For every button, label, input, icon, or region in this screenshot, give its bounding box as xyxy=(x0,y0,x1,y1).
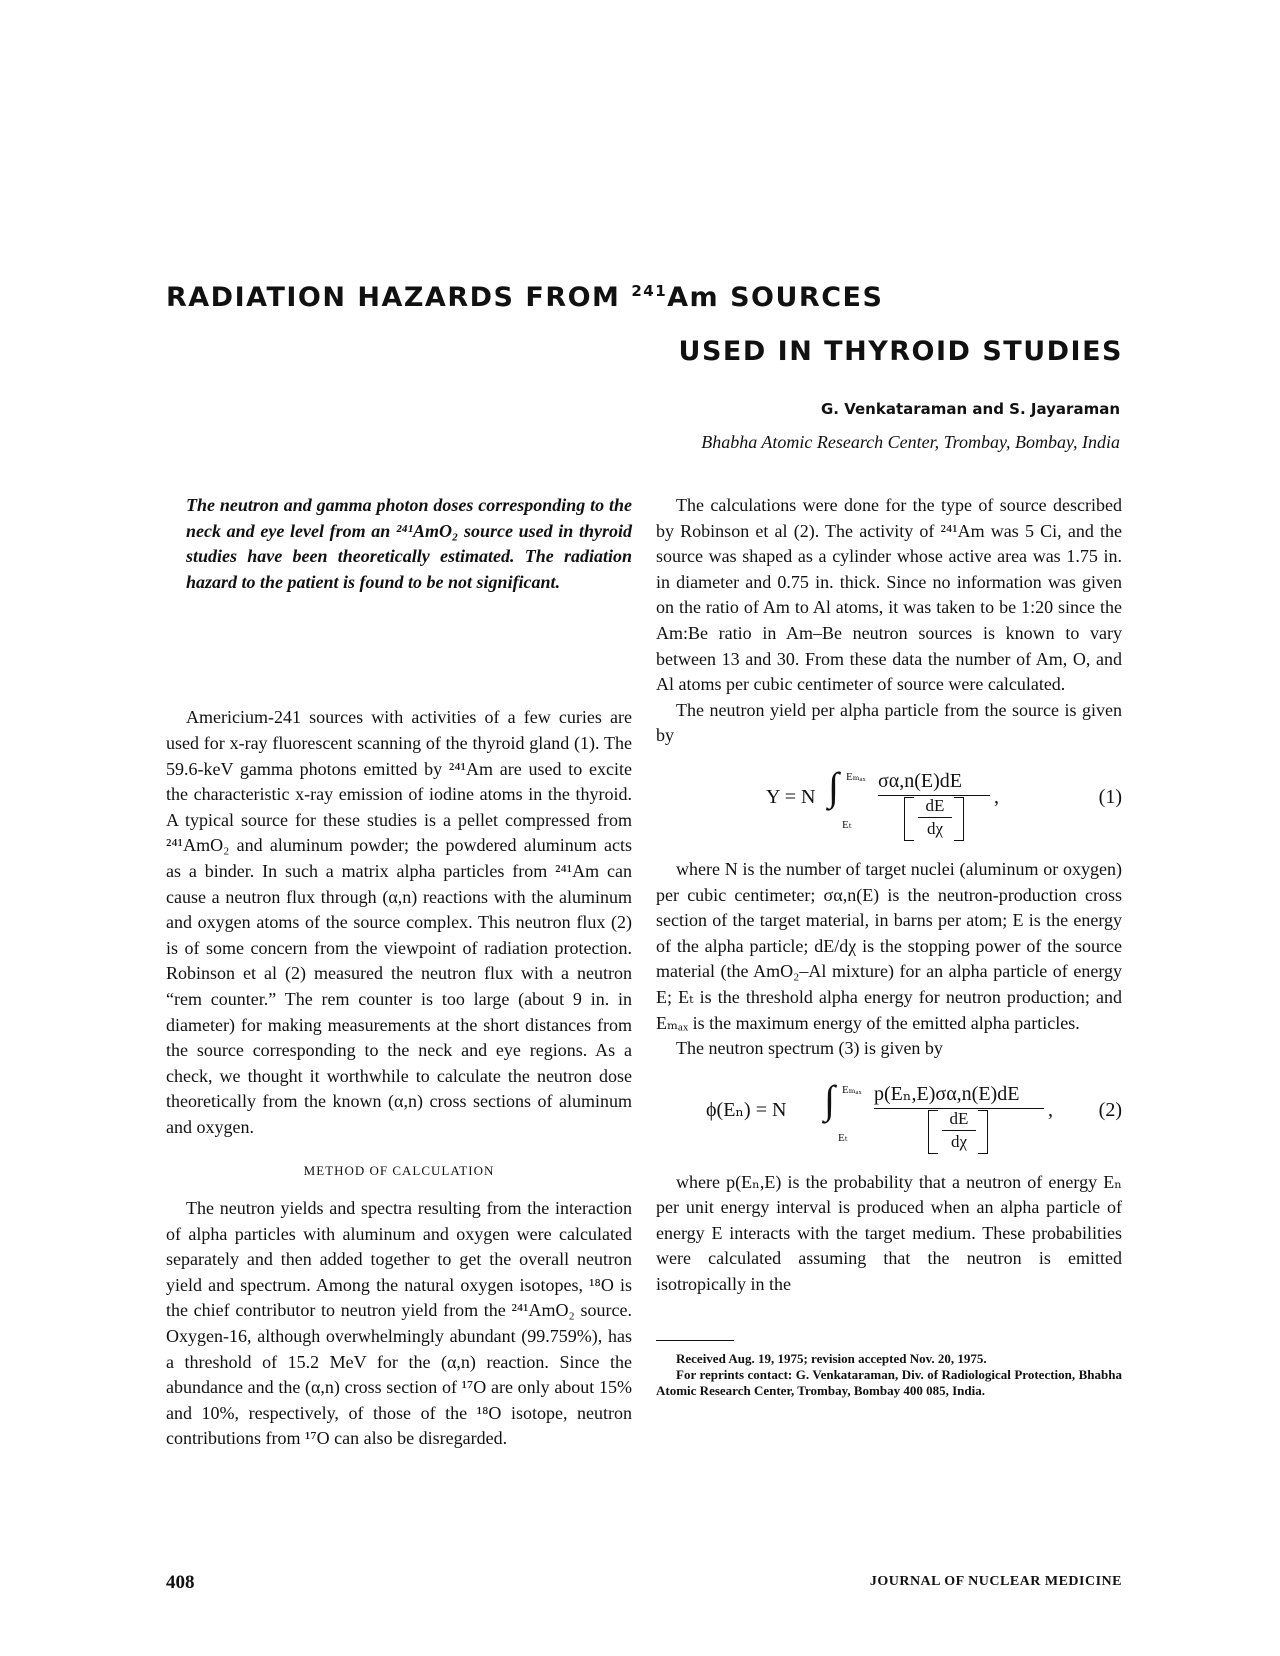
footnote-rule xyxy=(656,1340,734,1341)
method-paragraph: The neutron yields and spectra resulting from the interaction of alpha particles with aluminum and oxygen were calculated separately and then added together to get the overall neutron yield and spectrum. Among the natural oxygen isotopes, ¹⁸O is the chief contributor to neutron yield from the ²⁴¹AmO₂ source. Oxygen-16, although overwhelmingly abundant (99.759%), has a threshold of 15.2 MeV for the (α,n) reaction. Since the abundance and the (α,n) cross section of ¹⁷O are only about 15% and 10%, respectively, of those of the ¹⁸O isotope, neutron contributions from ¹⁷O can also be disregarded. xyxy=(166,1198,632,1449)
eq1-lhs: Y = N xyxy=(766,785,816,808)
footnote-reprints: For reprints contact: G. Venkataraman, Div. of Radiological Protection, Bhabha Atomic Research Center, Trombay, Bombay 400 085, India. xyxy=(656,1366,1122,1398)
eq1-lower-limit: Eₜ xyxy=(842,818,852,831)
left-column xyxy=(166,493,632,1452)
intro-paragraph: Americium-241 sources with activities of a few curies are used for x-ray fluorescent scanning of the thyroid gland (1). The 59.6-keV gamma photons emitted by ²⁴¹Am are used to excite the characteristic x-ray emission of iodine atoms in the thyroid. A typical source for these studies is a pellet compressed from ²⁴¹AmO₂ and aluminum powder; the powdered aluminum acts as a binder. In such a matrix alpha particles from ²⁴¹Am can cause a neutron flux through (α,n) reactions with the aluminum and oxygen atoms of the source complex. This neutron flux (2) is of some concern from the viewpoint of radiation protection. Robinson et al (2) measured the neutron flux with a neutron “rem counter.” The rem counter is too large (about 9 in. in diameter) for making measurements at the short distances from the source corresponding to the neck and eye regions. As a check, we thought it worthwhile to calculate the neutron dose theoretically from the known (α,n) cross sections of aluminum and oxygen. xyxy=(166,707,632,1137)
eq1-number: (1) xyxy=(1098,785,1122,808)
eq2-den-bottom: dχ xyxy=(950,1131,968,1151)
page-number: 408 xyxy=(166,1572,195,1593)
source-paragraph: The calculations were done for the type of source described by Robinson et al (2). The activity of ²⁴¹Am was 5 Ci, and the source was shaped as a cylinder whose active area was 1.75 in. in diameter and 0.75 in. thick. Since no information was given on the ratio of Am to Al atoms, it was taken to be 1:20 since the Am:Be ratio in Am–Be neutron sources is known to vary between 13 and 30. From these data the number of Am, O, and Al atoms per cubic centimeter of source were calculated. xyxy=(656,495,1122,695)
eq2-den-bar xyxy=(942,1130,976,1131)
eq2-number: (2) xyxy=(1098,1098,1122,1121)
eq1-integral-sign: ∫ xyxy=(828,763,839,809)
eq2-upper-limit: Eₘₐₓ xyxy=(842,1083,862,1096)
eq1-numerator: σα,n(E)dE xyxy=(878,769,963,792)
eq2-integral-sign: ∫ xyxy=(824,1076,835,1122)
spectrum-intro-paragraph: The neutron spectrum (3) is given by xyxy=(676,1038,943,1059)
eq2-numerator: p(Eₙ,E)σα,n(E)dE xyxy=(874,1082,1020,1105)
equation-1 xyxy=(656,763,1122,847)
right-column xyxy=(656,493,1122,1399)
eq1-upper-limit: Eₘₐₓ xyxy=(846,770,866,783)
eq2-right-bracket xyxy=(978,1110,988,1154)
paper-title-line2: USED IN THYROID STUDIES xyxy=(678,336,1123,367)
eq1-denominator xyxy=(918,797,952,838)
eq2-comma: , xyxy=(1048,1098,1053,1121)
eq2-denominator xyxy=(942,1110,976,1151)
title-line1-pre: RADIATION HAZARDS FROM xyxy=(166,282,621,313)
eq1-den-bottom: dχ xyxy=(926,818,944,838)
authors: G. Venkataraman and S. Jayaraman xyxy=(820,400,1120,418)
equation-2 xyxy=(656,1076,1122,1160)
eq2-lhs: ϕ(Eₙ) = N xyxy=(706,1098,787,1121)
eq2-lower-limit: Eₜ xyxy=(838,1131,848,1144)
affiliation: Bhabha Atomic Research Center, Trombay, Bombay, India xyxy=(701,432,1120,452)
yield-definitions-paragraph: where N is the number of target nuclei (aluminum or oxygen) per cubic centimeter; σα,n(E) is the neutron-production cross section of the target material, in barns per atom; E is the energy of the alpha particle; dE/dχ is the stopping power of the source material (the AmO₂–Al mixture) for an alpha particle of energy E; Eₜ is the threshold alpha energy for neutron production; and Eₘₐₓ is the maximum energy of the emitted alpha particles. xyxy=(656,858,1122,1033)
journal-name: JOURNAL OF NUCLEAR MEDICINE xyxy=(869,1574,1122,1589)
abstract: The neutron and gamma photon doses corresponding to the neck and eye level from an ²⁴¹AmO₂ source used in thyroid studies have been theoretically estimated. The radiation hazard to the patient is found to be not significant. xyxy=(186,495,632,592)
probability-paragraph: where p(Eₙ,E) is the probability that a neutron of energy Eₙ per unit energy interval is produced when an alpha particle of energy E interacts with the target medium. These probabilities were calculated assuming that the neutron is emitted isotropically in the xyxy=(656,1171,1122,1295)
eq2-den-top: dE xyxy=(949,1108,969,1128)
section-heading: METHOD OF CALCULATION xyxy=(303,1163,495,1179)
eq1-den-top: dE xyxy=(925,795,945,815)
title-isotope-mass: 241 xyxy=(631,282,668,300)
eq1-den-bar xyxy=(918,817,952,818)
eq1-left-bracket xyxy=(904,797,914,841)
eq1-right-bracket xyxy=(954,797,964,841)
footnote-received: Received Aug. 19, 1975; revision accepted Nov. 20, 1975. xyxy=(676,1350,987,1366)
eq2-left-bracket xyxy=(928,1110,938,1154)
yield-intro-paragraph: The neutron yield per alpha particle from the source is given by xyxy=(656,699,1122,746)
paper-title-line1 xyxy=(166,282,883,313)
eq1-comma: , xyxy=(994,785,999,808)
title-line1-post: Am SOURCES xyxy=(667,282,884,313)
